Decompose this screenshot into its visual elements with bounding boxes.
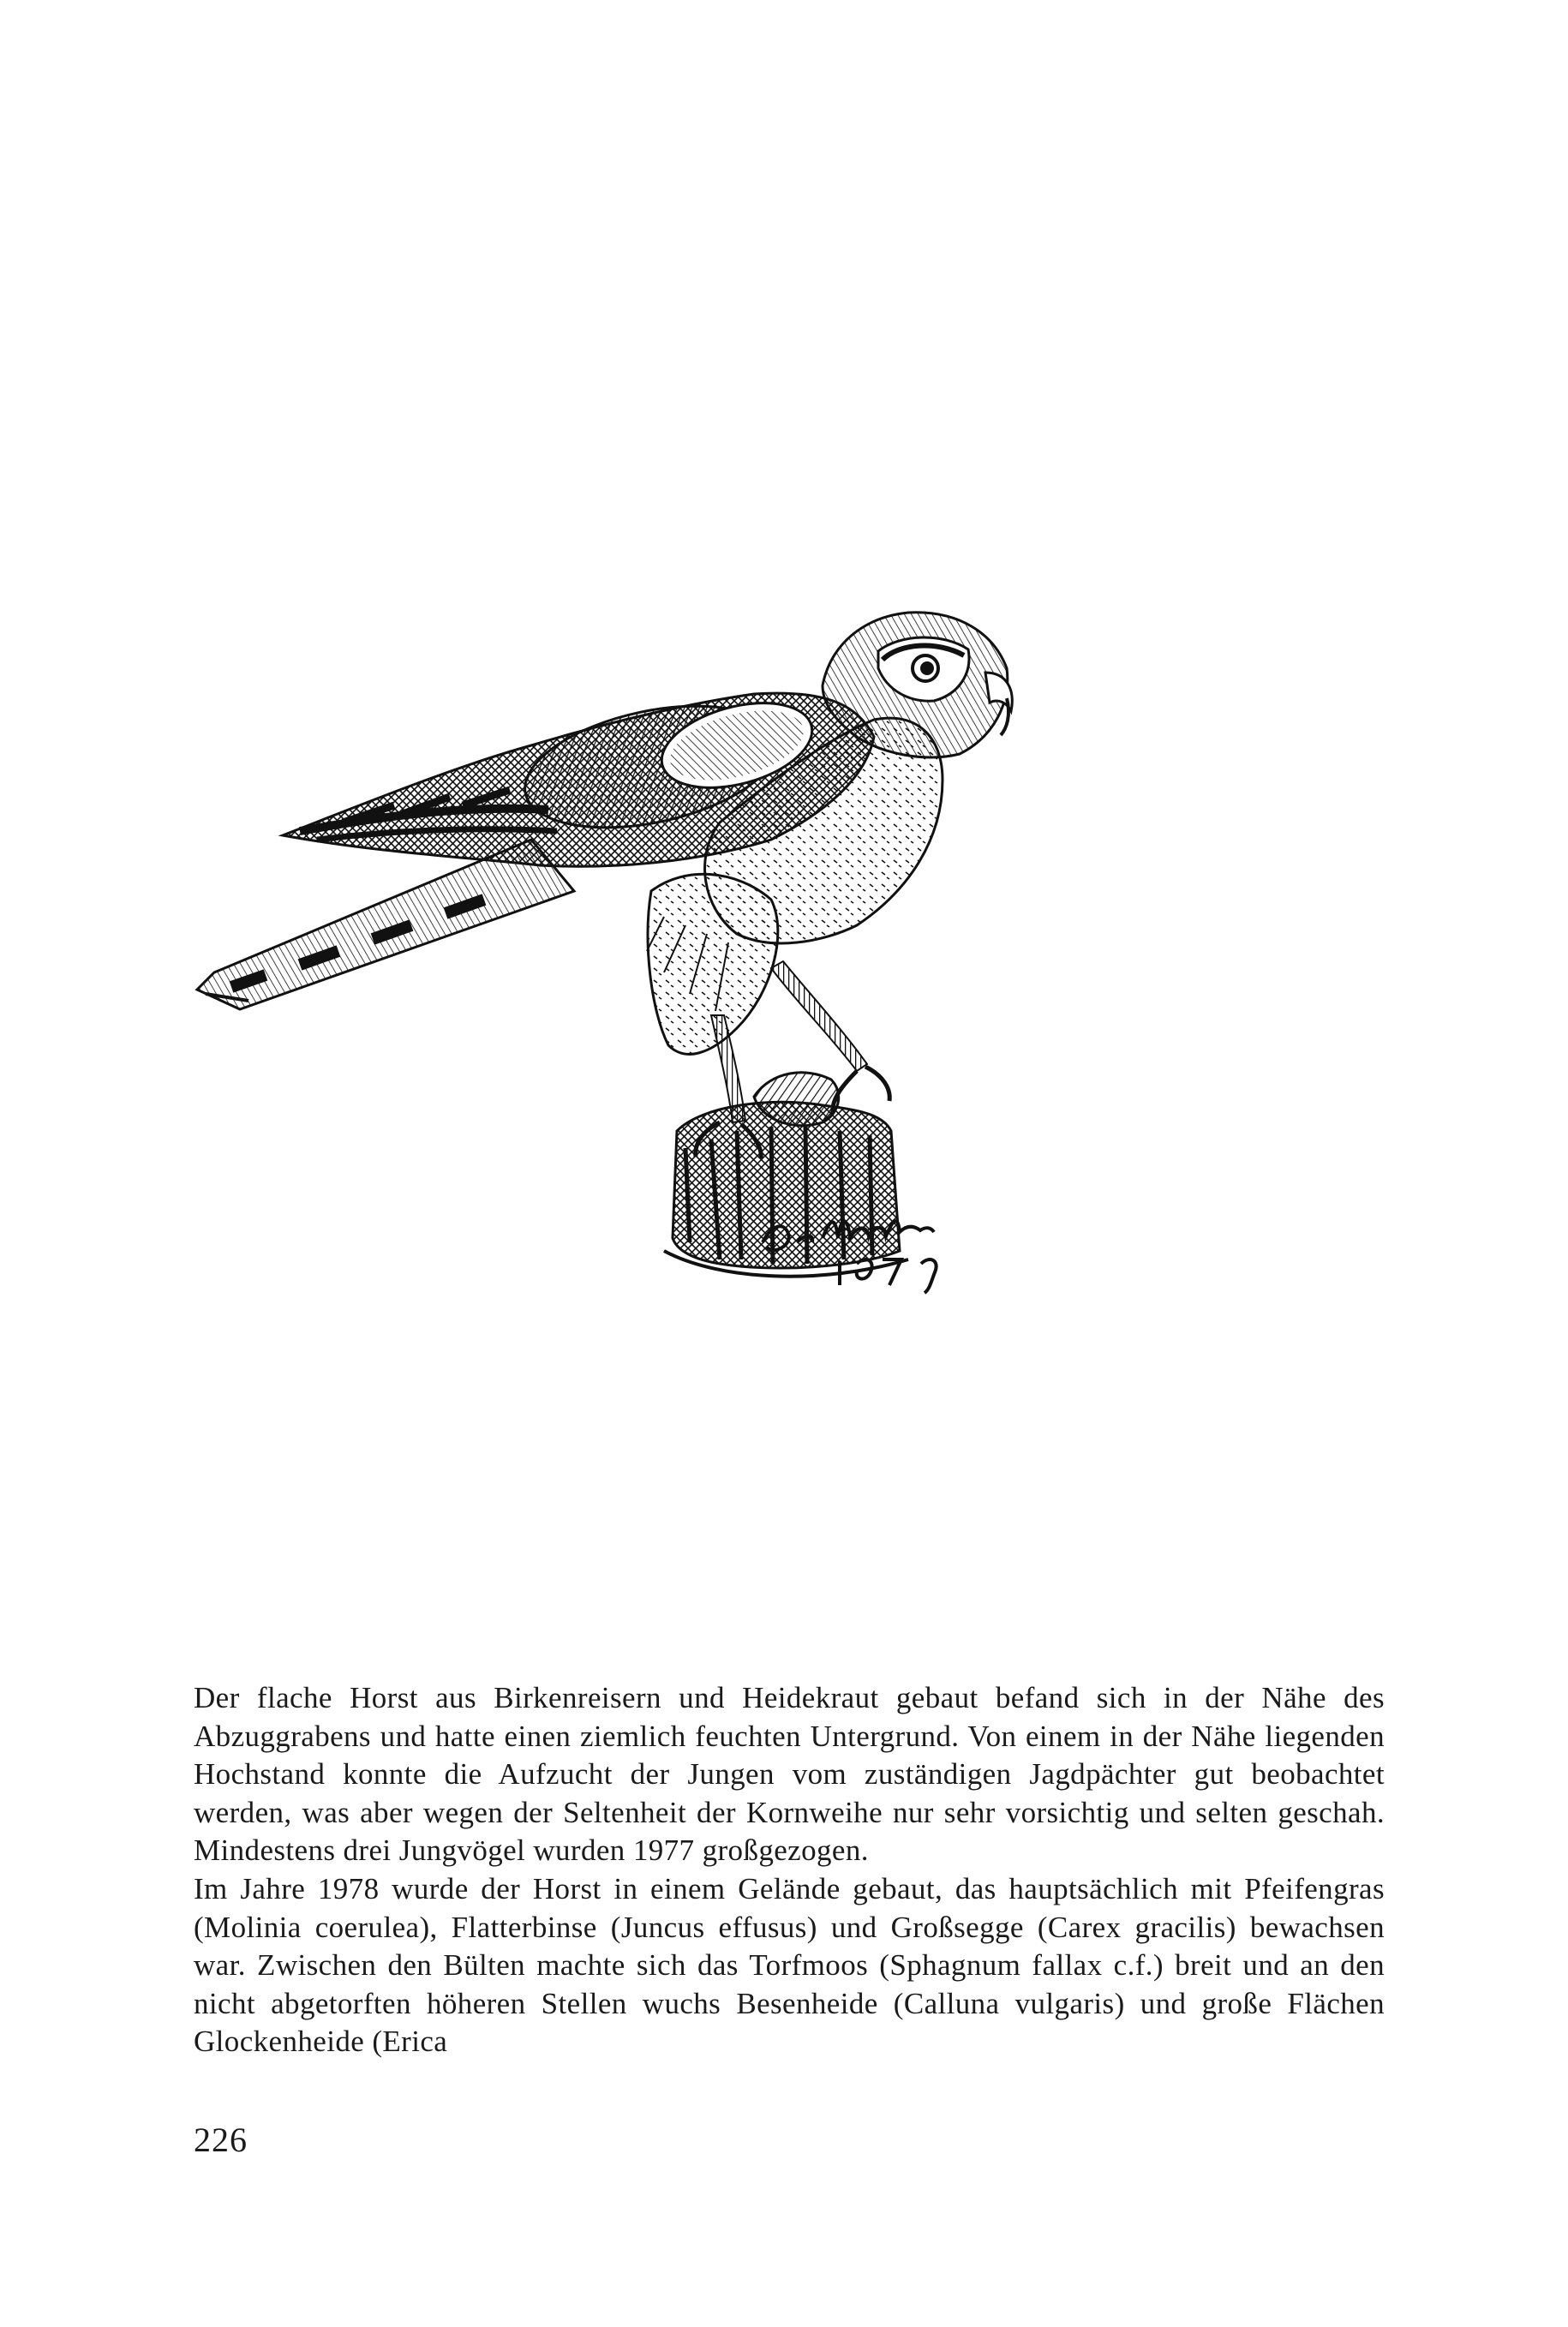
paragraph: Der flache Horst aus Birkenreisern und Heidekraut gebaut befand sich in der Nähe des Abzuggrabens und hatte einen ziemlich feuchten Untergrund. Von einem in der Nähe liegenden Hochstand konnte die Aufzucht der Jungen vom zuständigen Jagdpächter gut beobachtet werden, was aber wegen der Seltenheit der Kornweihe nur sehr vorsichtig und selten geschah. Mindestens drei Jungvögel wurden 1977 großgezogen. bbox=[194, 1681, 1385, 1868]
bird-tail bbox=[197, 840, 574, 1009]
body-text bbox=[194, 1679, 1385, 2061]
page-number: 226 bbox=[194, 2121, 248, 2159]
bird-illustration bbox=[171, 377, 1422, 1559]
paragraph: Im Jahre 1978 wurde der Horst in einem Gelände gebaut, das hauptsächlich mit Pfeifengras (Molinia coerulea), Flatterbinse (Juncus effusus) und Großsegge (Carex gracilis) bewachsen war. Zwischen den Bülten machte sich das Torfmoos (Sphagnum fallax c.f.) breit und an den nicht abgetorften höheren Stellen wuchs Besenheide (Calluna vulgaris) und große Flächen Glockenheide (Erica bbox=[194, 1871, 1385, 2059]
